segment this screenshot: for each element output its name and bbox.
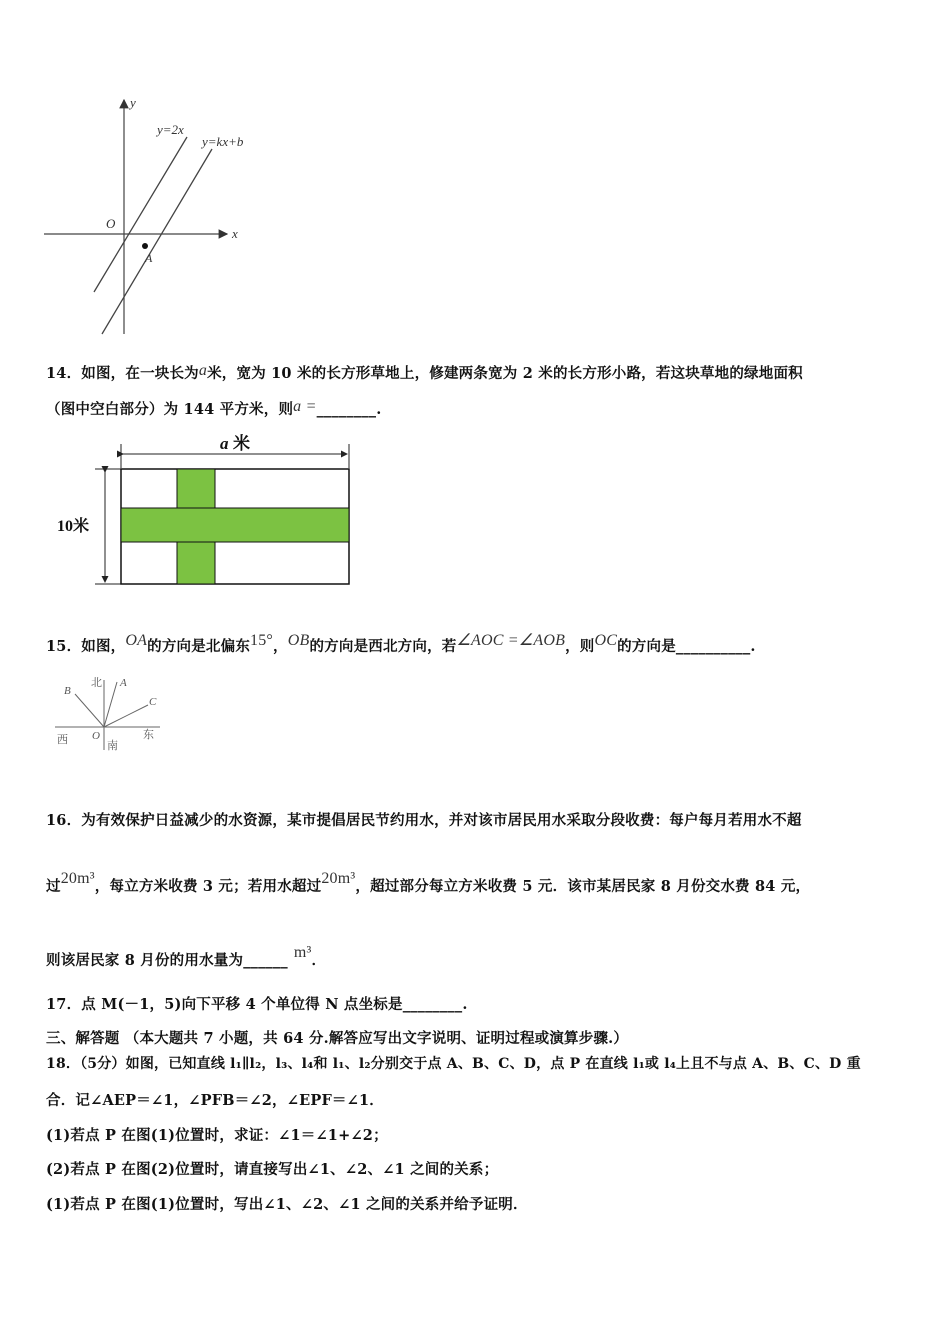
q16-end: ． bbox=[311, 952, 327, 969]
q14-figure bbox=[55, 432, 355, 592]
ray-oa bbox=[104, 682, 117, 727]
q16-l2b: ，每立方米收费 3 元；若用水超过 bbox=[94, 878, 322, 895]
q16-line3 bbox=[46, 944, 326, 970]
q13-figure bbox=[44, 94, 259, 339]
q15-oc: OC bbox=[594, 632, 618, 649]
origin-label: O bbox=[106, 216, 116, 231]
line1-label: y=2x bbox=[157, 122, 184, 137]
top-label-var: a bbox=[220, 434, 229, 453]
q16-l2a: 过 bbox=[46, 878, 61, 895]
q15-compass bbox=[55, 672, 165, 752]
q15-p6: 的方向是 bbox=[617, 638, 676, 655]
point-a-label: A bbox=[145, 251, 153, 265]
q16-answer-blank: ______ bbox=[243, 952, 288, 969]
left-label: 10米 bbox=[57, 518, 90, 535]
q14-line1 bbox=[46, 362, 803, 383]
q14-expr: a = bbox=[293, 398, 317, 415]
q15-answer-blank: __________ bbox=[675, 638, 751, 655]
q17-text: 17．点 M(－1，5)向下平移 4 个单位得 N 点坐标是 bbox=[46, 996, 403, 1013]
q15-end: . bbox=[750, 638, 756, 655]
q14-answer-blank: ________ bbox=[316, 401, 377, 418]
q18-part3: (1)若点 P 在图(1)位置时，写出∠1、∠2、∠1 之间的关系并给予证明． bbox=[46, 1196, 528, 1213]
label-c: C bbox=[149, 696, 157, 708]
q18-line2: 合．记∠AEP＝∠1，∠PFB＝∠2，∠EPF＝∠1． bbox=[46, 1092, 384, 1109]
q15-angles: ∠AOC =∠AOB bbox=[456, 632, 566, 649]
q15-figure bbox=[55, 672, 165, 752]
ray-ob bbox=[75, 694, 104, 727]
q16-unit-1: 20m³ bbox=[60, 870, 95, 887]
label-a: A bbox=[120, 677, 127, 689]
horizontal-path bbox=[121, 508, 349, 542]
q15-p5: ，则 bbox=[565, 638, 595, 655]
q16-l3a: 则该居民家 8 月份的用水量为 bbox=[46, 952, 244, 969]
line-y-kx-b bbox=[102, 149, 212, 334]
q14-diagram bbox=[55, 432, 355, 592]
label-b: B bbox=[64, 685, 71, 697]
q16-unit: m³ bbox=[293, 944, 312, 961]
q18-part1: (1)若点 P 在图(1)位置时，求证：∠1＝∠1+∠2； bbox=[46, 1127, 388, 1144]
q14-end: . bbox=[376, 401, 382, 418]
q15-deg: 15° bbox=[250, 632, 274, 649]
q15-p4: 的方向是西北方向，若 bbox=[309, 638, 457, 655]
q14-var-a: a bbox=[198, 362, 208, 379]
point-a bbox=[142, 243, 148, 249]
q17-answer-blank: ________ bbox=[402, 996, 463, 1013]
ray-oc bbox=[104, 705, 148, 727]
q15-line bbox=[46, 630, 756, 656]
east-label: 东 bbox=[143, 729, 154, 741]
top-label-unit: 米 bbox=[233, 434, 250, 453]
q15-oa: OA bbox=[125, 632, 148, 649]
axis-x-label: x bbox=[232, 226, 238, 241]
q16-line1: 16．为有效保护日益减少的水资源，某市提倡居民节约用水，并对该市居民用水采取分段收费：每户每月若用水不超 bbox=[46, 812, 802, 829]
section3-heading: 三、解答题 （本大题共 7 小题，共 64 分.解答应写出文字说明、证明过程或演算步骤.） bbox=[46, 1030, 629, 1047]
q15-p3: ， bbox=[273, 638, 288, 655]
q17-end: . bbox=[462, 996, 468, 1013]
label-o: O bbox=[92, 730, 100, 742]
q18-part2: (2)若点 P 在图(2)位置时，请直接写出∠1、∠2、∠1 之间的关系； bbox=[46, 1161, 499, 1178]
south-label: 南 bbox=[107, 740, 118, 752]
q14-text-1a: 14．如图，在一块长为 bbox=[46, 365, 199, 382]
q15-p1: 15．如图， bbox=[46, 638, 126, 655]
north-label: 北 bbox=[91, 677, 102, 689]
q14-text-2a: （图中空白部分）为 144 平方米，则 bbox=[46, 401, 294, 418]
q16-l2c: ，超过部分每立方米收费 5 元．该市某居民家 8 月份交水费 84 元， bbox=[355, 878, 811, 895]
q16-unit-2: 20m³ bbox=[321, 870, 356, 887]
q18-line1: 18．（5分）如图，已知直线 l₁∥l₂，l₃、l₄和 l₁、l₂分别交于点 A、B、C、D，点 P 在直线 l₁或 l₄上且不与点 A、B、C、D 重 bbox=[46, 1056, 861, 1072]
west-label: 西 bbox=[57, 734, 68, 746]
line2-label: y=kx+b bbox=[202, 134, 244, 149]
q17-line bbox=[46, 993, 468, 1014]
q15-ob: OB bbox=[287, 632, 310, 649]
q14-line2 bbox=[46, 398, 381, 419]
q16-line2 bbox=[46, 870, 810, 896]
q13-graph bbox=[44, 94, 259, 339]
q15-p2: 的方向是北偏东 bbox=[147, 638, 251, 655]
axis-y-label: y bbox=[130, 95, 136, 110]
q14-text-1b: 米，宽为 10 米的长方形草地上，修建两条宽为 2 米的长方形小路，若这块草地的绿地面积 bbox=[207, 365, 803, 382]
